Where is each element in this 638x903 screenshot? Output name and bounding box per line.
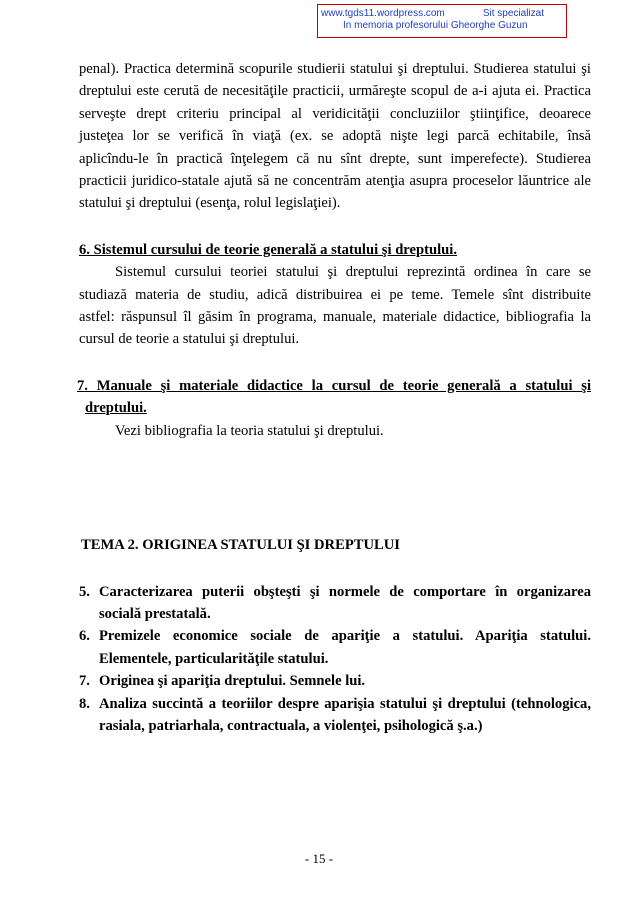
list-item-number: 5. — [79, 583, 90, 600]
site-url[interactable]: www.tgds11.wordpress.com — [321, 8, 445, 19]
section-7-heading-cont: dreptului. — [85, 400, 147, 417]
section-6-line-4: cursul de teorie a statului şi dreptului. — [79, 331, 300, 348]
intro-line-1: penal). Practica determină scopurile studierii statului şi dreptului. Studierea statului şi — [79, 61, 591, 77]
section-6-line-1: Sistemul cursului teoriei statului şi dreptului reprezintă ordinea în care se — [115, 264, 591, 281]
site-tag: Sit specializat — [482, 8, 544, 19]
list-item-number: 6. — [79, 628, 90, 645]
intro-line-3: serveşte drept criteriu principal al veridicităţii concluziilor ştiinţifice, deoarece — [79, 105, 591, 122]
list-item-line: Analiza succintă a teoriilor despre aparişia statului şi dreptului (tehnologica, — [99, 695, 591, 712]
intro-line-6: practicii juridico-statale ajută să ne concentrăm atenţia asupra proceselor lăuntrice ale — [79, 173, 591, 190]
list-item-line: socială prestatală. — [99, 605, 211, 622]
list-item-line: Originea şi apariţia dreptului. Semnele lui. — [99, 673, 366, 690]
section-6-heading: 6. Sistemul cursului de teorie generală a statului şi dreptului. — [79, 241, 457, 258]
site-header-box — [317, 4, 567, 38]
list-item — [79, 670, 591, 692]
list-item — [79, 625, 591, 670]
tema-topics-list — [79, 581, 591, 738]
memorial-line: In memoria profesorului Gheorghe Guzun — [343, 20, 528, 31]
page-number: - 15 - — [304, 851, 334, 866]
intro-line-5: aplicîndu-le în practică înţelegem că nu sînt drepte, sunt imperefecte). Studierea — [79, 150, 591, 167]
section-7-text: Vezi bibliografia la teoria statului şi dreptului. — [115, 422, 384, 439]
intro-line-7: statului şi dreptului (esenţa, rolul legislaţiei). — [79, 195, 341, 212]
section-6-line-2: studiază materia de studiu, adică distribuirea ei pe teme. Temele sînt distribuite — [79, 286, 591, 303]
list-item — [79, 693, 591, 738]
list-item-line: Caracterizarea puterii obşteşti şi normele de comportare în organizarea — [99, 583, 591, 600]
section-6-line-3: astfel: răspunsul îl găsim în programa, manuale, materiale didactice, bibliografia la — [79, 309, 591, 326]
list-item — [79, 581, 591, 626]
list-item-line: rasiala, patriarhala, contractuala, a violenţei, psihologică ş.a.) — [99, 717, 483, 734]
document-body — [79, 58, 591, 737]
list-item-number: 7. — [79, 673, 90, 690]
intro-line-2: dreptului este cerută de necesităţile practicii, urmăreşte scopul de a-i ajuta ei. Practica — [79, 83, 591, 100]
list-item-line: Elementele, particularităţile statului. — [99, 650, 329, 667]
list-item-line: Premizele economice sociale de apariţie a statului. Apariţia statului. — [99, 628, 591, 645]
intro-line-4: justeţea lor se verifică în viaţă (ex. se adoptă nişte legi parcă echitabile, însă — [79, 128, 591, 145]
list-item-number: 8. — [79, 695, 90, 712]
section-7-heading: 7. Manuale şi materiale didactice la cursul de teorie generală a statului şi — [77, 377, 591, 394]
tema-title: TEMA 2. ORIGINEA STATULUI ŞI DREPTULUI — [81, 537, 400, 554]
